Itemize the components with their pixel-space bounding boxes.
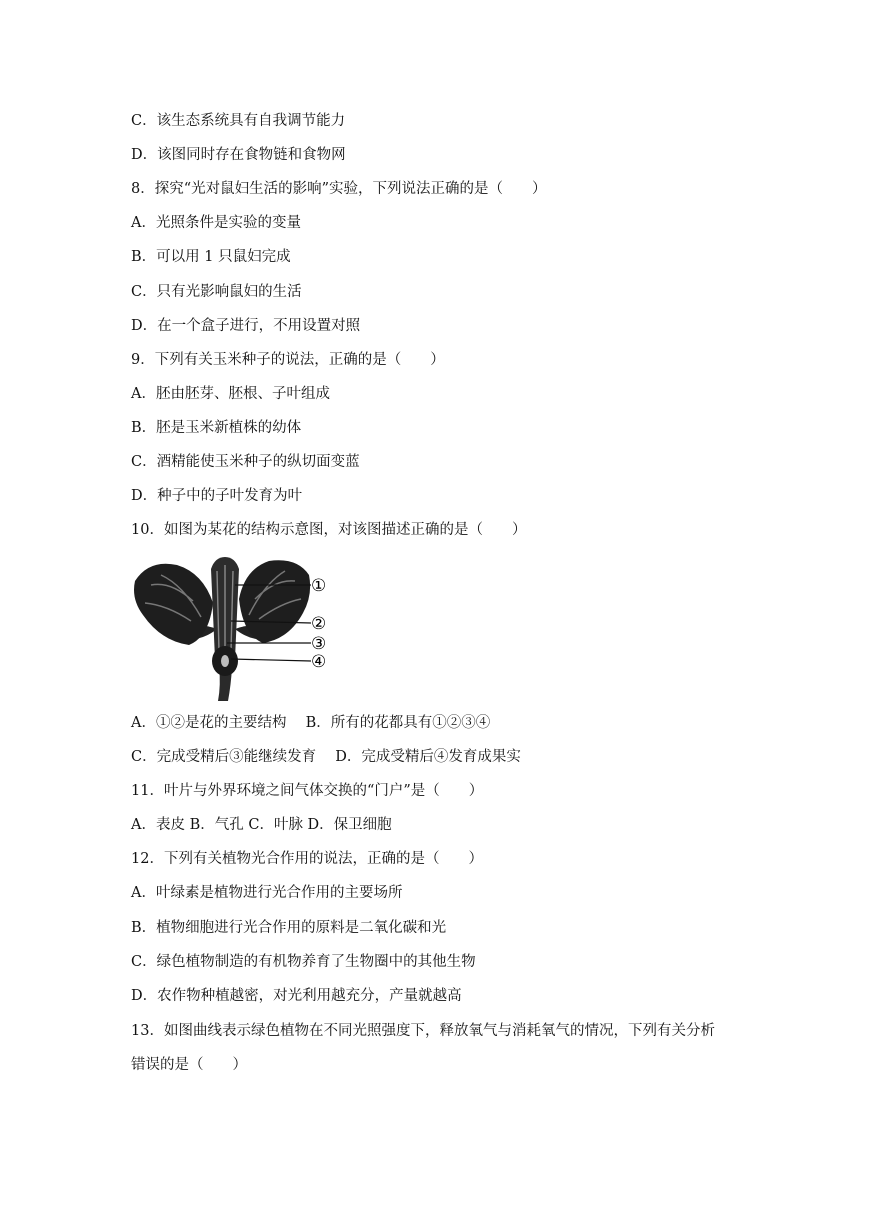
option-12b: B．植物细胞进行光合作用的原料是二氧化碳和光 — [131, 920, 447, 936]
question-11: 11．叶片与外界环境之间气体交换的“门户”是（ ） — [131, 783, 484, 799]
label-2: ② — [311, 614, 327, 634]
label-4: ④ — [311, 652, 327, 672]
question-12: 12．下列有关植物光合作用的说法，正确的是（ ） — [131, 851, 483, 867]
option-8a: A．光照条件是实验的变量 — [131, 215, 301, 231]
option-8c: C．只有光影响鼠妇的生活 — [131, 284, 302, 300]
left-petal-shape — [134, 564, 213, 645]
flower-diagram — [131, 555, 363, 703]
question-8: 8．探究“光对鼠妇生活的影响”实验，下列说法正确的是（ ） — [131, 181, 547, 197]
option-7d: D．该图同时存在食物链和食物网 — [131, 147, 346, 163]
option-12d: D．农作物种植越密，对光利用越充分，产量就越高 — [131, 988, 462, 1004]
option-12a: A．叶绿素是植物进行光合作用的主要场所 — [131, 885, 403, 901]
option-9a: A．胚由胚芽、胚根、子叶组成 — [131, 386, 330, 402]
flower-structure-figure — [131, 555, 363, 703]
options-11: A．表皮 B．气孔 C．叶脉 D．保卫细胞 — [131, 817, 392, 833]
option-9d: D．种子中的子叶发育为叶 — [131, 488, 303, 504]
option-8b: B．可以用 1 只鼠妇完成 — [131, 249, 291, 265]
option-7c: C．该生态系统具有自我调节能力 — [131, 113, 346, 129]
option-9c: C．酒精能使玉米种子的纵切面变蓝 — [131, 454, 360, 470]
option-9b: B．胚是玉米新植株的幼体 — [131, 420, 302, 436]
right-petal-shape — [239, 560, 310, 643]
options-10cd: C．完成受精后③能继续发育 D．完成受精后④发育成果实 — [131, 749, 521, 765]
option-12c: C．绿色植物制造的有机物养育了生物圈中的其他生物 — [131, 954, 476, 970]
option-8d: D．在一个盒子进行，不用设置对照 — [131, 318, 361, 334]
question-9: 9．下列有关玉米种子的说法，正确的是（ ） — [131, 352, 445, 368]
label-1: ① — [311, 576, 327, 596]
question-13-line2: 错误的是（ ） — [131, 1057, 247, 1073]
options-10ab: A．①②是花的主要结构 B．所有的花都具有①②③④ — [131, 715, 491, 731]
label-3: ③ — [311, 634, 327, 654]
question-10: 10．如图为某花的结构示意图，对该图描述正确的是（ ） — [131, 522, 527, 538]
question-13-line1: 13．如图曲线表示绿色植物在不同光照强度下，释放氧气与消耗氧气的情况，下列有关分析 — [131, 1023, 715, 1039]
